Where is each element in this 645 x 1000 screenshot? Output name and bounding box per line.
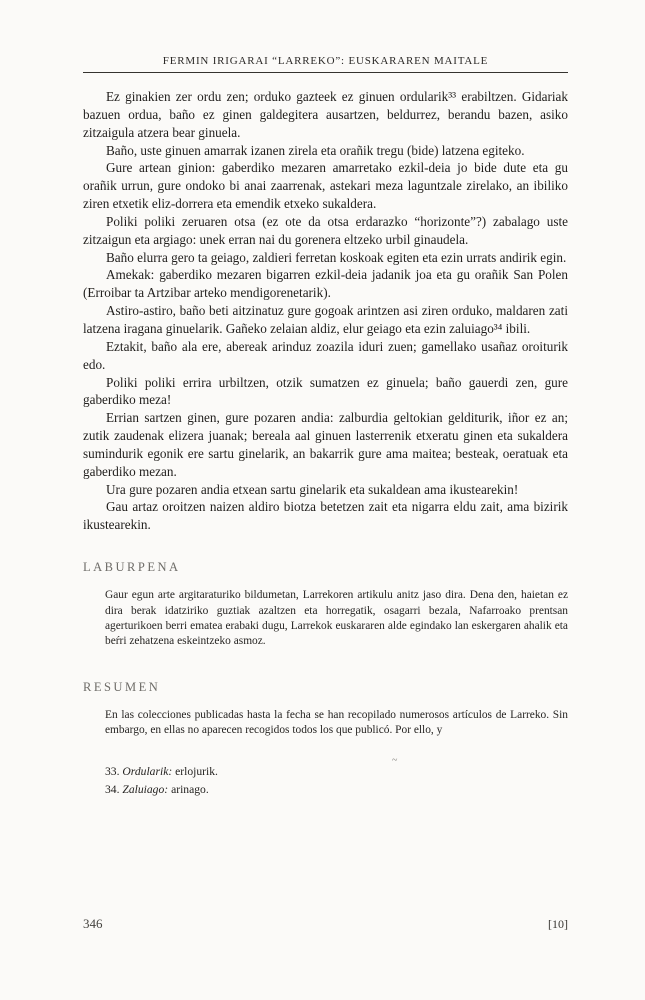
footnote-number: 33.: [105, 764, 120, 778]
footnote-33: [105, 763, 568, 782]
footnote-definition: erlojurik.: [175, 764, 218, 778]
abstract-basque: Gaur egun arte argitaraturiko bildumetan, Larrekoren artikulu anitz jaso dira. Dena den, haietan ez dira berak idatziriko guztiak azaltzen eta horregatik, osagarri bezala, Nafarroako prentsan agerturikoen berri ematea erabaki dugu, Larrekok euskararen alde egindako lan eskergaren ahalik eta beŕri zehatzena eskeintzeko asmoz.: [105, 589, 568, 648]
footnote-term: Zaluiago:: [122, 783, 169, 797]
body-paragraph-4: Poliki poliki zeruaren otsa (ez ote da otsa erdarazko “horizonte”?) zabalago uste zitzaigun eta argiago: unek erran nai du gorenera eltzeko urbil ginaudela.: [83, 213, 568, 247]
body-paragraph-10: Errian sartzen ginen, gure pozaren andia: zalburdia geltokian gelditurik, iñor ez an; zutik zaudenak elizera juanak; bereala aal ginuen lasterrenik etxeratu ginen eta sukaldera sumindurik egonik ere sartu ginelarik, an bakarrik gure ama maitea; besteak, oeratuak eta gaberdiko mezan.: [83, 410, 568, 479]
body-paragraph-9: Poliki poliki errira urbiltzen, otzik sumatzen ez ginuela; baño gauerdi zen, gure gaberdiko meza!: [83, 374, 568, 408]
section-laburpena: [83, 560, 568, 650]
page-footer: [83, 916, 568, 932]
body-paragraph-11: Ura gure pozaren andia etxean sartu ginelarik eta sukaldean ama ikustearekin!: [106, 481, 519, 497]
stray-ink-mark: ~: [392, 755, 398, 766]
section-heading-laburpena: LABURPENA: [83, 560, 181, 575]
footnote-number: 34.: [105, 783, 120, 797]
body-paragraph-6: Amekak: gaberdiko mezaren bigarren ezkil-deia jadanik joa eta gu orañik San Polen (Erroibar ta Artzibar arteko mendigorenetarik).: [83, 267, 568, 301]
body-paragraph-5: Baño elurra gero ta geiago, zaldieri ferretan koskoak egiten eta ezin urrats andirik egin.: [106, 249, 567, 265]
body-paragraph-2: Baño, uste ginuen amarrak izanen zirela eta orañik tregu (bide) latzena egiteko.: [106, 142, 525, 158]
body-paragraph-7: Astiro-astiro, baño beti aitzinatuz gure gogoak arintzen asi ziren orduko, maldaren zati latzena iragana ginuelarik. Gañeko zelaian aldiz, elur geiago eta ezin zaluiago³⁴ ibili.: [83, 303, 568, 336]
footnote-34: [105, 781, 568, 800]
article-body: [83, 88, 568, 534]
bracket-page-number: [10]: [548, 917, 568, 931]
body-paragraph-12: Gau artaz oroitzen naizen aldiro biotza betetzen zait eta nigarra eldu zait, ama bizirik ikustearekin.: [83, 499, 568, 533]
footnote-definition: arinago.: [171, 783, 209, 797]
page-number: 346: [83, 916, 103, 931]
header-rule: [83, 72, 568, 73]
running-header-title: FERMIN IRIGARAI “LARREKO”: EUSKARAREN MAITALE: [162, 55, 489, 67]
footnotes-block: [105, 763, 568, 800]
section-resumen: [83, 680, 568, 739]
footnote-term: Ordularik:: [122, 764, 173, 778]
body-paragraph-1: Ez ginakien zer ordu zen; orduko gazteek ez ginuen ordularik³³ erabiltzen. Gidariak bazuen ordua, baño ez ginen galdegitera ausartzen, beldurrez, berandu bazen, asiko zitzaigula atzera bear ginuela.: [83, 89, 568, 140]
abstract-spanish: En las colecciones publicadas hasta la fecha se han recopilado numerosos artículos de Larreko. Sin embargo, en ellas no aparecen recogidos todos los que publicó. Por ello, y: [105, 708, 568, 737]
page-header: [83, 55, 568, 73]
body-paragraph-3: Gure artean ginion: gaberdiko mezaren amarretako ezkil-deia jo bide dute eta gu orañik urrun, gure ondoko bi anai zaarrenak, astekari meza laguntzale zirelako, an ibiliko ziren etxetik eliz-dorrera eta emendik etxeko sukaldera.: [83, 160, 568, 212]
body-paragraph-8: Eztakit, baño ala ere, abereak arinduz zoazila iduri zuen; gamellako usañaz oroiturik edo.: [83, 338, 568, 372]
section-heading-resumen: RESUMEN: [83, 679, 161, 694]
